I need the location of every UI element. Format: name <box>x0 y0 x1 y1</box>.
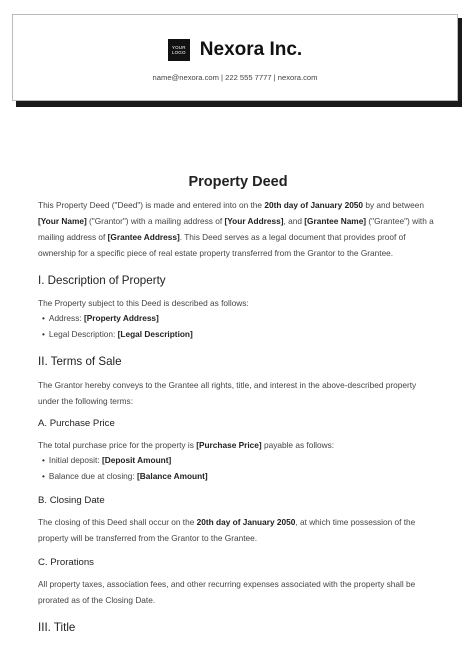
grantee-name: [Grantee Name] <box>304 216 367 226</box>
intro-paragraph <box>38 197 438 261</box>
prorations-text: All property taxes, association fees, and other recurring expenses associated with the property shall be prorated as of the Closing Date. <box>38 579 416 605</box>
purchase-price-text: The total purchase price for the property is [Purchase Price] payable as follows: <box>38 440 335 450</box>
company-name: Nexora Inc. <box>199 39 303 60</box>
intro-text-4: , and <box>283 216 305 226</box>
intro-text-2: by and between <box>363 200 424 210</box>
list-item: • Initial deposit: [Deposit Amount] <box>42 455 172 465</box>
section-1-heading: I. Description of Property <box>38 274 166 287</box>
document-title: Property Deed <box>188 174 288 190</box>
deed-date: 20th day of January 2050 <box>264 200 364 210</box>
section-2-text: The Grantor hereby conveys to the Grantee all rights, title, and interest in the above-described property under the following terms: <box>38 380 417 406</box>
balance-amount: [Balance Amount] <box>137 470 208 481</box>
legal-description: [Legal Description] <box>117 328 193 339</box>
intro-text-5: ("Grantee") with a mailing address of <box>38 216 434 242</box>
intro-text-3: ("Grantor") with a mailing address of <box>86 216 225 226</box>
list-item: • Legal Description: [Legal Description] <box>42 328 193 339</box>
grantee-address: [Grantee Address] <box>107 232 180 242</box>
property-address: [Property Address] <box>83 313 159 323</box>
grantor-address: [Your Address] <box>224 216 284 226</box>
payment-list <box>38 453 438 484</box>
closing-date-text: The closing of this Deed shall occur on the 20th day of January 2050, at which time possession of the property will be transferred from the Grantor to the Grantee. <box>38 517 416 543</box>
intro-text-6: . This Deed serves as a legal document that provides proof of ownership for a specific piece of real estate property transferred from the Grantor to the Grantee. <box>38 232 406 258</box>
subsection-b-heading: B. Closing Date <box>38 495 105 506</box>
letterhead <box>12 14 458 101</box>
section-2-heading: II. Terms of Sale <box>38 355 122 368</box>
list-item: • Address: [Property Address] <box>42 313 159 323</box>
purchase-price: [Purchase Price] <box>196 440 262 450</box>
logo-row <box>13 39 457 61</box>
contact-info: name@nexora.com | 222 555 7777 | nexora.com <box>152 73 318 82</box>
list-item: • Balance due at closing: [Balance Amount] <box>42 470 208 481</box>
subsection-a-heading: A. Purchase Price <box>38 418 115 429</box>
intro-text-1: This Property Deed ("Deed") is made and entered into on the <box>38 200 265 210</box>
logo-line-1: YOUR <box>171 45 186 50</box>
closing-date: 20th day of January 2050 <box>196 517 296 527</box>
logo-line-2: LOGO <box>171 50 186 55</box>
logo-placeholder <box>168 39 190 61</box>
subsection-c-heading: C. Prorations <box>38 557 94 568</box>
document-body <box>38 174 438 636</box>
section-1-text: The Property subject to this Deed is described as follows: <box>38 298 249 308</box>
grantor-name: [Your Name] <box>38 216 87 226</box>
section-3-heading: III. Title <box>38 621 76 634</box>
property-list <box>38 311 438 342</box>
deposit-amount: [Deposit Amount] <box>101 455 172 465</box>
